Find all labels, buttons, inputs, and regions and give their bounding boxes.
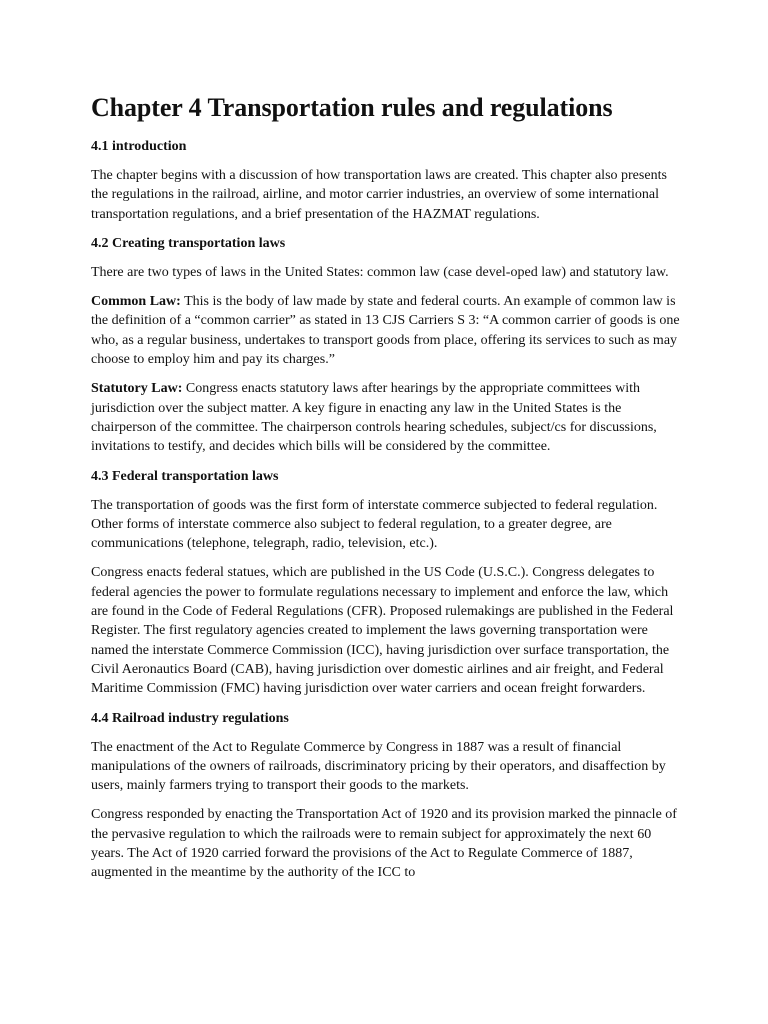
paragraph-statutory-law xyxy=(91,379,687,456)
section-heading-4-1: 4.1 introduction xyxy=(91,139,187,154)
paragraph-text: The transportation of goods was the first form of interstate commerce subjected to federal regulation. Other forms of interstate commerce also subject to federal regulation, to a greater degree, are communications (telephone, telegraph, radio, television, etc.). xyxy=(91,497,658,552)
paragraph xyxy=(91,805,687,882)
paragraph-text: This is the body of law made by state and federal courts. An example of common law is the definition of a “common carrier” as stated in 13 CJS Carriers S 3: “A common carrier of goods is one who, as a regular business, undertakes to transport goods from place, offering its services to such as may choose to employ him and pay its charges.” xyxy=(91,294,680,368)
paragraph-text: The enactment of the Act to Regulate Commerce by Congress in 1887 was a result of financial manipulations of the owners of railroads, discriminatory pricing by their operators, and disaffection by users, mainly farmers trying to transport their goods to the markets. xyxy=(91,739,666,794)
paragraph-text: There are two types of laws in the United States: common law (case devel-oped law) and statutory law. xyxy=(91,264,669,280)
paragraph xyxy=(91,166,687,224)
paragraph-text: The chapter begins with a discussion of how transportation laws are created. This chapter also presents the regulations in the railroad, airline, and motor carrier industries, an overview of some international transportation regulations, and a brief presentation of the HAZMAT regulations. xyxy=(91,168,667,222)
paragraph xyxy=(91,263,687,282)
section-heading-4-3: 4.3 Federal transportation laws xyxy=(91,468,279,484)
document-page xyxy=(91,92,687,893)
section-heading-4-4: 4.4 Railroad industry regulations xyxy=(91,710,289,726)
paragraph xyxy=(91,738,687,796)
paragraph-text: Congress enacts statutory laws after hearings by the appropriate committees with jurisdiction over the subject matter. A key figure in enacting any law in the United States is the chairperson of the committee. The chairperson controls hearing schedules, subject/cs for discussions, invitations to testify, and decides which bills will be considered by the committee. xyxy=(91,381,657,455)
chapter-title: Chapter 4 Transportation rules and regulations xyxy=(91,93,613,122)
paragraph-text: Congress responded by enacting the Transportation Act of 1920 and its provision marked the pinnacle of the pervasive regulation to which the railroads were to remain subject for approximately the next 60 years. The Act of 1920 carried forward the provisions of the Act to Regulate Commerce of 1887, augmented in the meantime by the authority of the ICC to xyxy=(91,807,677,881)
section-heading-4-2: 4.2 Creating transportation laws xyxy=(91,235,286,251)
paragraph xyxy=(91,563,687,698)
paragraph xyxy=(91,496,687,554)
paragraph-text: Congress enacts federal statues, which are published in the US Code (U.S.C.). Congress delegates to federal agencies the power to formulate regulations necessary to implement and enforce the law, which are found in the Code of Federal Regulations (CFR). Proposed rulemakings are published in the Federal Register. The first regulatory agencies created to implement the laws governing transportation were named the interstate Commerce Commission (ICC), having jurisdiction over surface transportation, the Civil Aeronautics Board (CAB), having jurisdiction over domestic airlines and air freight, and Federal Maritime Commission (FMC) having jurisdiction over water carriers and ocean freight forwarders. xyxy=(91,565,674,697)
term-label: Common Law: xyxy=(91,294,181,310)
term-label: Statutory Law: xyxy=(91,381,183,397)
paragraph-common-law xyxy=(91,292,687,369)
